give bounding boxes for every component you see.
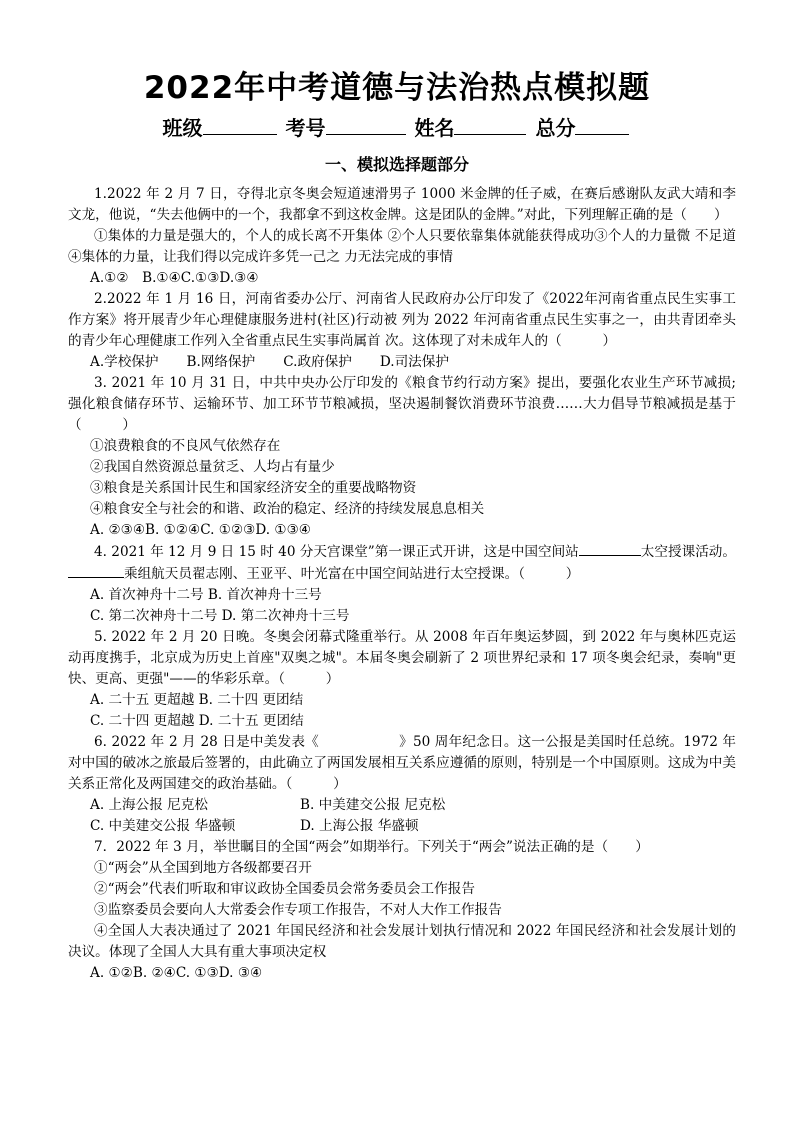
q4-stem-part-c: 乘组航天员翟志刚、王亚平、叶光富在中国空间站进行太空授课。（ ） (124, 566, 580, 582)
q6-option-b: B. 中美建交公报 尼克松 (300, 797, 446, 813)
q6-option-a: A. 上海公报 尼克松 (90, 797, 208, 813)
q5-options-row-1: A. 二十五 更超越 B. 二十四 更团结 (90, 692, 304, 708)
q4-blank-1 (579, 541, 641, 556)
q7-statement-2: ②“两会”代表们听取和审议政协全国委员会常务委员会工作报告 (94, 881, 475, 897)
q4-options-row-2: C. 第二次神舟十二号 D. 第二次神舟十三号 (90, 608, 350, 624)
q6-options-row-1 (68, 795, 736, 816)
page-title: 2022年中考道德与法治热点模拟题 (143, 70, 651, 106)
name-blank[interactable] (454, 116, 526, 135)
q6-option-d: D. 上海公报 华盛顿 (300, 818, 419, 834)
q6-stem (68, 732, 736, 795)
name-label: 姓名 (414, 116, 455, 140)
q6-options-row-2 (68, 816, 736, 837)
q7-statement-4: ④全国人大表决通过了 2021 年国民经济和社会发展计划执行情况和 2022 年国民经济和社会发展计划的决议。体现了全国人大具有重大事项决定权 (68, 923, 736, 960)
q3-statement-4: ④粮食安全与社会的和谐、政治的稳定、经济的持续发展息息相关 (90, 501, 485, 517)
q3-statement-2: ②我国自然资源总量贫乏、人均占有量少 (90, 459, 335, 475)
score-label: 总分 (535, 116, 576, 140)
q2-stem: 2.2022 年 1 月 16 日，河南省委办公厅、河南省人民政府办公厅印发了《2022年河南省重点民生实事工作方案》将开展青少年心理健康服务进村(社区)行动被 列为 2022 年河南省重点民生实事之一，由共青团牵头 的青少年心理健康工作列入全省重点民生实事尚属首 次。这体现了对未成年人的（ ） (68, 291, 736, 349)
class-label: 班级 (162, 116, 203, 140)
q6-stem-part-b: 》50 周年纪念日。这一公报是美国时任总统。1972 年对中国的破冰之旅最后签署的，由此确立了两国发展相互关系应遵循的原则，特别是一个中国原则。这成为中美关系正常化及两国建交的政治基础。（ ） (68, 734, 736, 792)
class-blank[interactable] (203, 116, 277, 135)
q1-stem: 1.2022 年 2 月 7 日，夺得北京冬奥会短道速滑男子 1000 米金牌的任子威，在赛后感谢队友武大靖和李文龙，他说，“失去他俩中的一个，我都拿不到这枚金牌。这是团队的金牌。”对此，下列理解正确的是（ ） (68, 186, 736, 223)
q4-stem (68, 541, 736, 585)
exam-no-label: 考号 (285, 116, 326, 140)
q1-statements: ①集体的力量是强大的，个人的成长离不开集体 ②个人只要依靠集体就能获得成功③个人的力量微 不足道④集体的力量，让我们得以完成许多凭一己之 力无法完成的事情 (68, 228, 736, 265)
q2-option-a: A.学校保护 (90, 354, 159, 370)
q6-stem-part-a: 6. 2022 年 2 月 28 日是中美发表《 (94, 734, 319, 750)
q3-statement-1: ①浪费粮食的不良风气依然存在 (90, 438, 281, 454)
q2-options (68, 352, 736, 373)
q2-option-d: D.司法保护 (379, 354, 449, 370)
q1-options: A.①② B.①④C.①③D.③④ (90, 270, 259, 286)
q4-options-row-1: A. 首次神舟十二号 B. 首次神舟十三号 (90, 587, 322, 603)
q3-stem: 3. 2021 年 10 月 31 日，中共中央办公厅印发的《粮食节约行动方案》提出，要强化农业生产环节减损;强化粮食储存环节、运输环节、加工环节节粮减损，坚决遏制餐饮消费环节浪费……大力倡导节粮减损是基于（ ） (68, 375, 736, 433)
score-blank[interactable] (575, 116, 629, 135)
header-fields (0, 112, 794, 141)
q4-stem-part-b: 太空授课活动。 (640, 544, 737, 560)
q7-stem: 7．2022 年 3 月，举世瞩目的全国“两会”如期举行。下列关于“两会”说法正确的是（ ） (94, 839, 649, 855)
q7-statement-1: ①“两会”从全国到地方各级都要召开 (94, 860, 312, 876)
q3-statement-3: ③粮食是关系国计民生和国家经济安全的重要战略物资 (90, 480, 417, 496)
q7-options: A. ①②B. ②④C. ①③D. ③④ (90, 965, 263, 981)
q4-blank-2 (68, 563, 124, 578)
q6-option-c: C. 中美建交公报 华盛顿 (90, 818, 236, 834)
q5-stem: 5. 2022 年 2 月 20 日晚。冬奥会闭幕式隆重举行。从 2008 年百年奥运梦圆，到 2022 年与奥林匹克运动再度携手，北京成为历史上首座"双奥之城"。本届冬奥会刷新了 2 项世界纪录和 17 项冬奥会纪录，奏响"更快、更高、更强"——的华彩乐章。（ ） (68, 629, 736, 687)
q4-stem-part-a: 4. 2021 年 12 月 9 日 15 时 40 分天宫课堂”第一课正式开讲，这是中国空间站 (94, 544, 579, 560)
q7-statement-3: ③监察委员会要向人大常委会作专项工作报告，不对人大作工作报告 (94, 902, 502, 918)
section-title: 一、模拟选择题部分 (324, 155, 469, 174)
exam-no-blank[interactable] (326, 116, 406, 135)
q5-options-row-2: C. 二十四 更超越 D. 二十五 更团结 (90, 713, 304, 729)
q3-options: A. ②③④B. ①②④C. ①②③D. ①③④ (90, 522, 311, 538)
q2-option-c: C.政府保护 (283, 354, 352, 370)
q2-option-b: B.网络保护 (186, 354, 256, 370)
question-body (68, 184, 736, 984)
